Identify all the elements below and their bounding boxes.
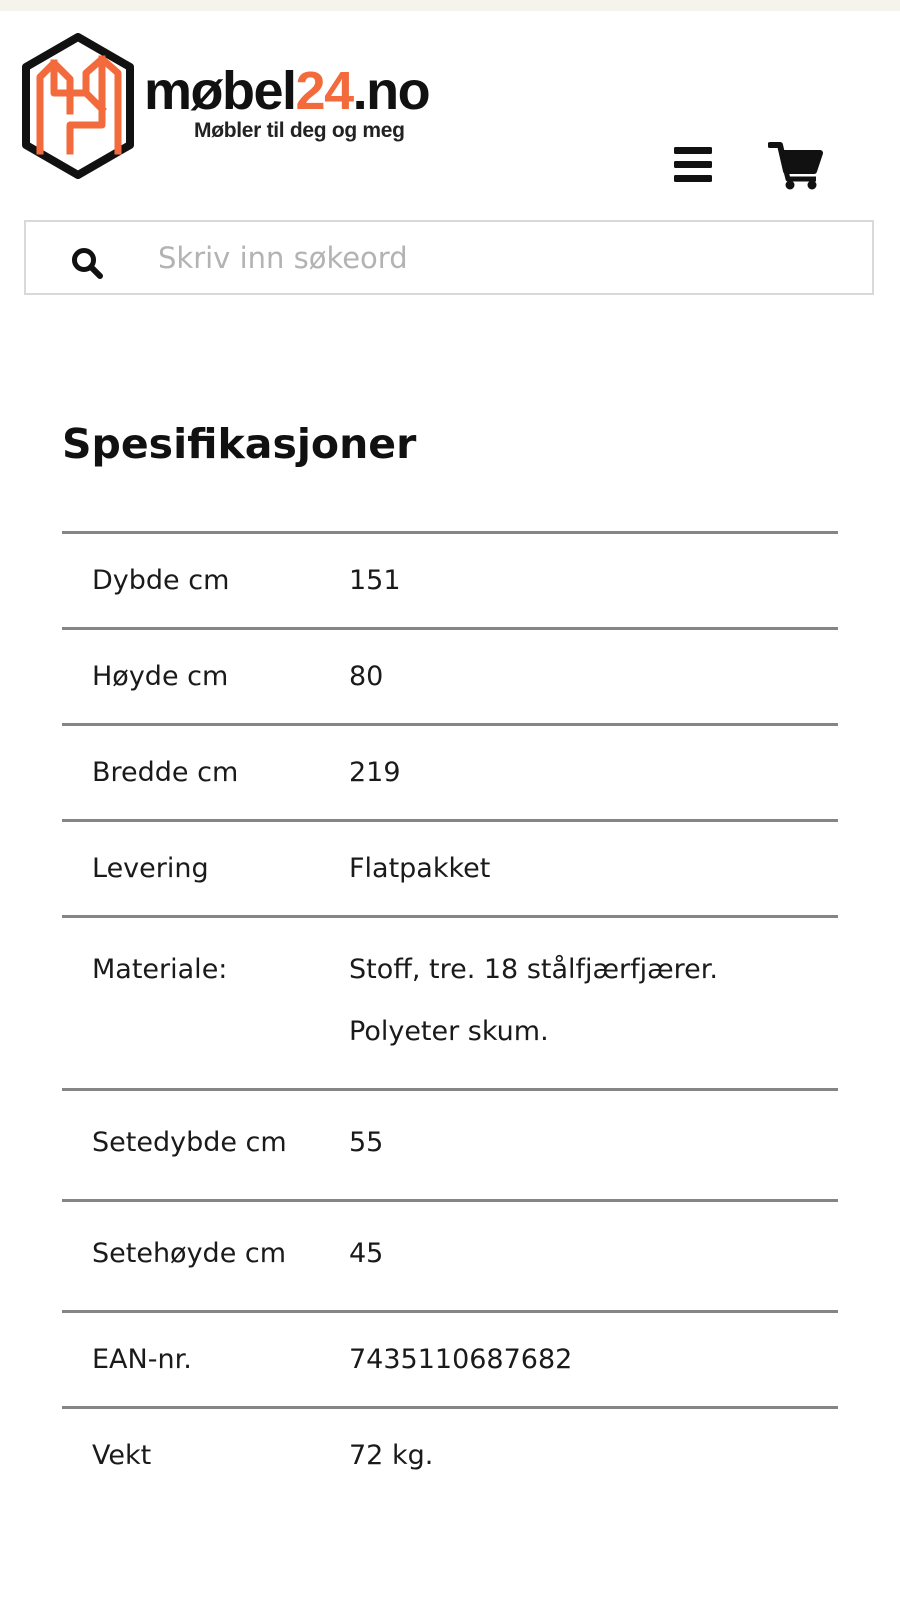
brand-name-part1: møbel xyxy=(144,61,296,121)
spec-value: 55 xyxy=(349,1127,384,1158)
site-logo[interactable] xyxy=(22,33,462,183)
spec-row-width xyxy=(62,725,838,821)
spec-label: Setehøyde cm xyxy=(92,1238,287,1269)
brand-name xyxy=(144,63,429,119)
brand-name-part2: 24 xyxy=(295,61,353,121)
spec-value: 219 xyxy=(349,757,401,788)
spec-row-depth xyxy=(62,533,838,629)
top-strip xyxy=(0,0,900,11)
spec-label: Vekt xyxy=(92,1440,152,1471)
menu-button[interactable] xyxy=(668,141,718,191)
specifications-heading: Spesifikasjoner xyxy=(62,420,417,468)
spec-row-seat-height xyxy=(62,1201,838,1312)
spec-row-seat-depth xyxy=(62,1090,838,1201)
spec-value: 45 xyxy=(349,1238,384,1269)
spec-label: Høyde cm xyxy=(92,661,229,692)
spec-value: Stoff, tre. 18 stålfjærfjærer. Polyeter skum. xyxy=(349,954,718,1047)
cart-button[interactable] xyxy=(768,139,824,191)
spec-label: EAN-nr. xyxy=(92,1344,192,1375)
search-bar xyxy=(24,220,874,295)
spec-value: 7435110687682 xyxy=(349,1344,573,1375)
spec-row-delivery xyxy=(62,821,838,917)
spec-value: 151 xyxy=(349,565,401,596)
hamburger-menu-icon xyxy=(668,141,718,191)
spec-value: 80 xyxy=(349,661,384,692)
spec-row-weight xyxy=(62,1408,838,1503)
site-header xyxy=(0,11,900,211)
spec-row-height xyxy=(62,629,838,725)
spec-value: Flatpakket xyxy=(349,853,491,884)
spec-row-material xyxy=(62,917,838,1090)
spec-value: 72 kg. xyxy=(349,1440,434,1471)
spec-label: Dybde cm xyxy=(92,565,230,596)
spec-label: Bredde cm xyxy=(92,757,239,788)
spec-label: Materiale: xyxy=(92,954,228,985)
brand-tagline: Møbler til deg og meg xyxy=(194,119,405,142)
search-icon[interactable] xyxy=(70,246,104,280)
search-input[interactable] xyxy=(158,232,848,284)
spec-label: Levering xyxy=(92,853,209,884)
brand-name-part3: .no xyxy=(352,61,430,121)
specifications-table xyxy=(62,531,838,1502)
chair-hexagon-logo-icon xyxy=(22,33,134,179)
shopping-cart-icon xyxy=(768,139,824,191)
spec-row-ean xyxy=(62,1312,838,1408)
spec-label: Setedybde cm xyxy=(92,1127,287,1158)
